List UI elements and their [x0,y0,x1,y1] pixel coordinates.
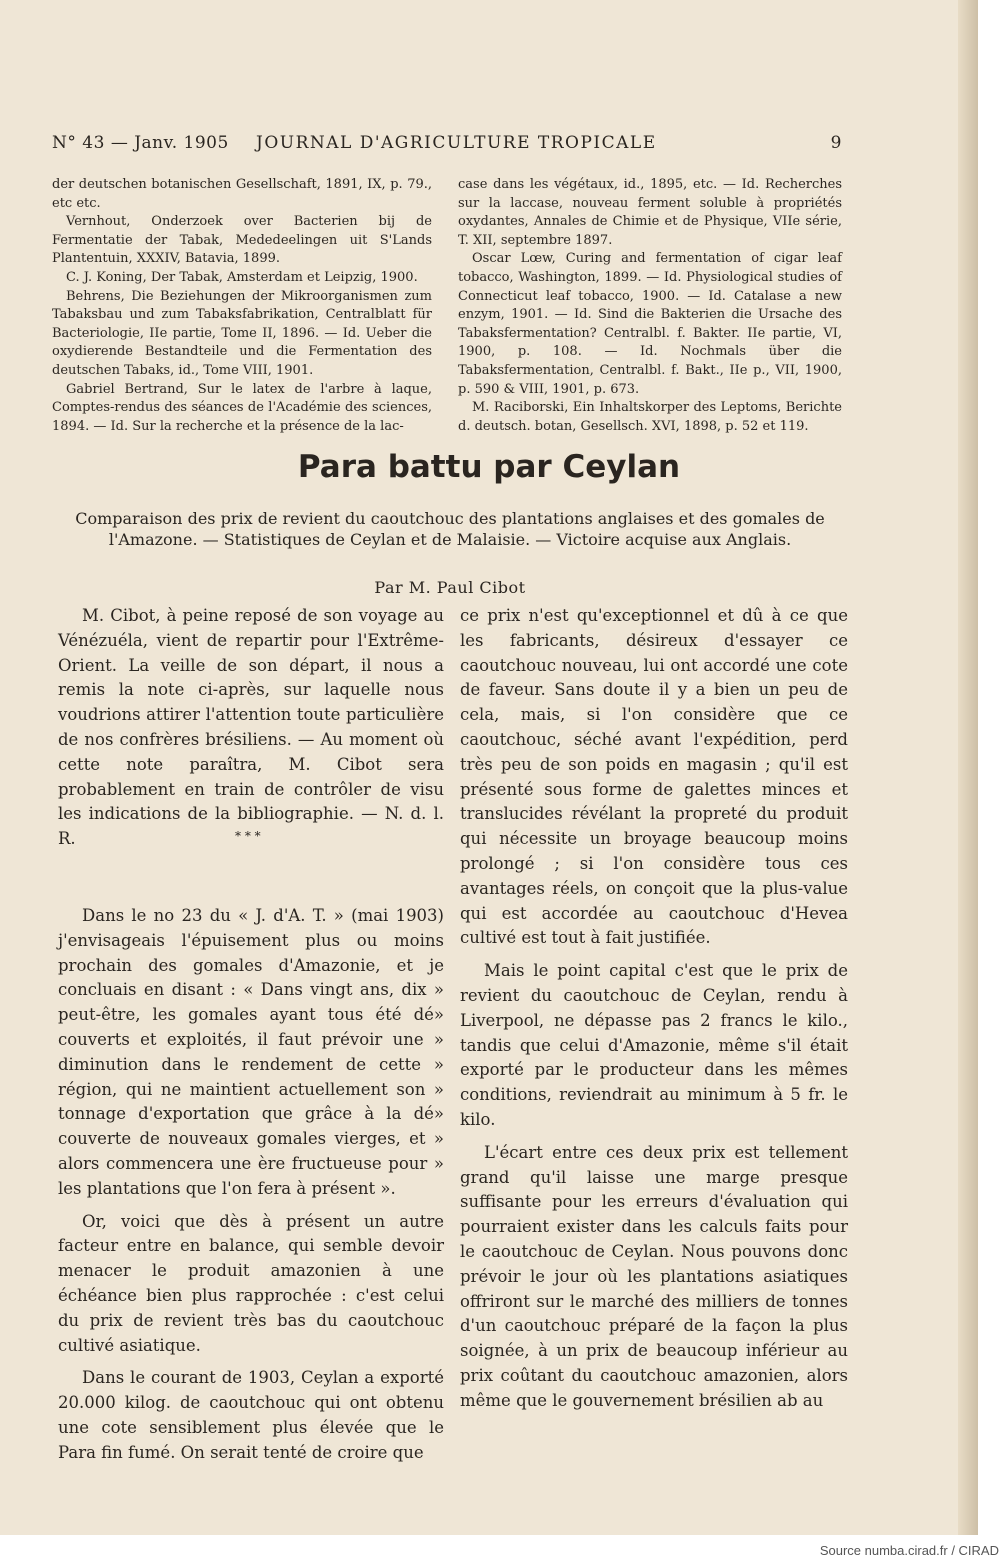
running-header [52,133,842,157]
article-byline: Par M. Paul Cibot [374,578,526,597]
bib-entry: Oscar Lœw, Curing and fermentation of cigar leaf tobacco, Washington, 1899. — Id. Physiological studies of Connecticut leaf tobacco, 1900. — Id. Catalase a new enzym, 1901. — Id. Sind die Bakterien die Ursache des Tabaksfermentation? Centralbl. f. Bakter. IIe partie, VI, 1900, p. 108. — Id. Nochmals über die Tabaksfermentation, Centralbl. f. Bakt., IIe p., VII, 1900, p. 590 & VIII, 1901, p. 673. [458,251,842,397]
issue-label: N° 43 — Janv. 1905 [52,133,229,153]
paragraph: M. Cibot, à peine reposé de son voyage au Vénézuéla, vient de repartir pour l'Extrême-Orient. La veille de son départ, il nous a remis la note ci-après, sur laquelle nous voudrions attirer l'attention toute particulière de nos confrères brésiliens. — Au moment où cette note paraîtra, M. Cibot sera probablement en train de contrôler de visu les indications de la bibliographie. — N. d. l. R. [58,606,444,849]
bib-entry: case dans les végétaux, id., 1895, etc. — Id. Recherches sur la laccase, nouveau ferment soluble à propriétés oxydantes, Annales de Chimie et de Physique, VIIe série, T. XII, septembre 1897. [458,177,842,248]
bib-entry: Behrens, Die Beziehungen der Mikroorganismen zum Tabaksbau und zum Tabaksfabrikation, Centralblatt für Bacteriologie, IIe partie, Tome II, 1896. — Id. Ueber die oxydierende Bestandteile und die Fermentation des deutschen Tabaks, id., Tome VIII, 1901. [52,288,432,378]
paragraph: L'écart entre ces deux prix est tellement grand qu'il laisse une marge presque suffisante pour les erreurs d'évaluation qui pourraient exister dans les calculs faits pour le caoutchouc de Ceylan. Nous pouvons donc prévoir le jour où les plantations asiatiques offriront sur le marché des milliers de tonnes d'un caoutchouc préparé de la façon la plus soignée, à un prix de beaucoup inférieur au prix coûtant du caoutchouc amazonien, alors même que le gouvernement brésilien ab au [460,1142,848,1410]
source-credit: Source numba.cirad.fr / CIRAD [819,1543,999,1558]
paragraph: Dans le no 23 du « J. d'A. T. » (mai 1903) j'envisageais l'épuisement plus ou moins prochain des gomales d'Amazonie, et je concluais en disant : « Dans vingt ans, dix » peut-être, les gomales ayant tous été dé» couverts et exploités, il faut prévoir une » diminution dans le rendement de cette » région, qui ne maintient actuellement son » tonnage d'exportation que grâce à la dé» couverte de nouveaux gomales vierges, et » alors commencera une ère fructueuse pour » les plantations que l'on fera à présent ». [58,905,444,1198]
paragraph: ce prix n'est qu'exceptionnel et dû à ce que les fabricants, désireux d'essayer ce caoutchouc nouveau, lui ont accordé une cote de faveur. Sans doute il y a bien un peu de cela, mais, si l'on considère que ce caoutchouc, séché avant l'expédition, perd très peu de son poids en magasin ; qu'il est présenté sous forme de galettes minces et translucides révélant la propreté du produit qui nécessite un broyage beaucoup moins prolongé ; si l'on considère tous ces avantages réels, on conçoit que la plus-value qui est accordée au caoutchouc d'Hevea cultivé est tout à fait justifiée. [460,606,848,948]
article-subtitle: Comparaison des prix de revient du caoutchouc des plantations anglaises et des gomales de l'Amazone. — Statistiques de Ceylan et de Malaisie. — Victoire acquise aux Anglais. [75,509,825,549]
bib-entry: der deutschen botanischen Gesellschaft, 1891, IX, p. 79., etc etc. [52,177,432,211]
article-right-column [460,604,848,1414]
bibliography-right-column [458,176,842,436]
paragraph: Or, voici que dès à présent un autre facteur entre en balance, qui semble devoir menacer le produit amazonien à une échéance bien plus rapprochée : c'est celui du prix de revient très bas du caoutchouc cultivé asiatique. [58,1211,444,1355]
bib-entry: C. J. Koning, Der Tabak, Amsterdam et Leipzig, 1900. [66,269,418,285]
page-number: 9 [830,133,842,153]
page-edge [958,0,978,1535]
paragraph: Dans le courant de 1903, Ceylan a exporté 20.000 kilog. de caoutchouc qui ont obtenu une cote sensiblement plus élevée que le Para fin fumé. On serait tenté de croire que [58,1368,444,1462]
journal-title: JOURNAL D'AGRICULTURE TROPICALE [256,133,657,153]
article-left-column [58,604,444,1466]
bib-entry: Gabriel Bertrand, Sur le latex de l'arbre à laque, Comptes-rendus des séances de l'Académie des sciences, 1894. — Id. Sur la recherche et la présence de la lac- [52,381,432,434]
article-title: Para battu par Ceylan [297,449,681,485]
section-separator: * * * [235,829,261,843]
paragraph: Mais le point capital c'est que le prix de revient du caoutchouc de Ceylan, rendu à Liverpool, ne dépasse pas 2 francs le kilo., tandis que celui d'Amazonie, même s'il était exporté par le producteur dans les mêmes conditions, reviendrait au minimum à 5 fr. le kilo. [460,961,848,1129]
bib-entry: Vernhout, Onderzoek over Bacterien bij de Fermentatie der Tabak, Mededeelingen uit S'Lands Plantentuin, XXXIV, Batavia, 1899. [52,214,432,267]
bibliography-left-column [52,176,432,436]
bib-entry: M. Raciborski, Ein Inhaltskorper des Leptoms, Berichte d. deutsch. botan, Gesellsch. XVI, 1898, p. 52 et 119. [458,400,842,434]
